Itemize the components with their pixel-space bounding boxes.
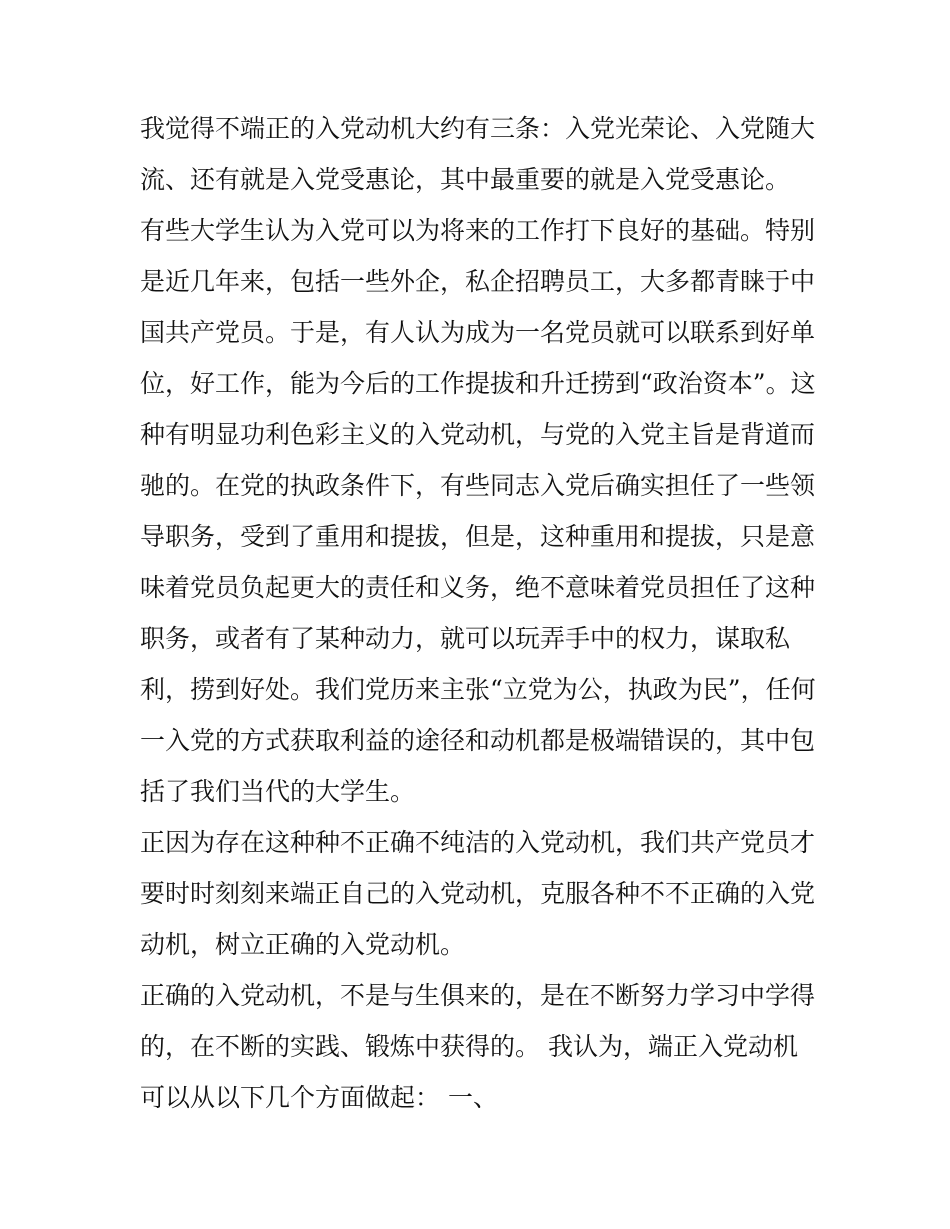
text-line: 正确的入党动机，不是与生俱来的，是在不断努力学习中学得 — [140, 981, 816, 1010]
text-line: 我觉得不端正的入党动机大约有三条：入党光荣论、入党随大 — [140, 114, 816, 143]
text-line: 种有明显功利色彩主义的入党动机，与党的入党主旨是背道而 — [140, 420, 816, 449]
text-line: 动机，树立正确的入党动机。 — [140, 930, 466, 959]
text-line: 括了我们当代的大学生。 — [140, 777, 416, 806]
text-line: 是近几年来，包括一些外企，私企招聘员工，大多都青睐于中 — [140, 267, 816, 296]
body-text — [140, 103, 830, 1123]
text-line: 利，捞到好处。我们党历来主张“立党为公，执政为民”，任何 — [140, 675, 816, 704]
text-line: 有些大学生认为入党可以为将来的工作打下良好的基础。特别 — [140, 216, 816, 245]
text-line: 导职务，受到了重用和提拔，但是，这种重用和提拔，只是意 — [140, 522, 816, 551]
text-line: 国共产党员。于是，有人认为成为一名党员就可以联系到好单 — [140, 318, 816, 347]
text-line: 可以从以下几个方面做起： 一、 — [140, 1083, 498, 1112]
text-line: 要时时刻刻来端正自己的入党动机，克服各种不不正确的入党 — [140, 879, 816, 908]
text-line: 位，好工作，能为今后的工作提拔和升迁捞到“政治资本”。这 — [140, 369, 816, 398]
text-line: 一入党的方式获取利益的途径和动机都是极端错误的，其中包 — [140, 726, 816, 755]
text-line: 职务，或者有了某种动力，就可以玩弄手中的权力，谋取私 — [140, 624, 791, 653]
text-line: 正因为存在这种种不正确不纯洁的入党动机，我们共产党员才 — [140, 828, 816, 857]
text-line: 驰的。在党的执政条件下，有些同志入党后确实担任了一些领 — [140, 471, 816, 500]
text-line: 的，在不断的实践、锻炼中获得的。 我认为，端正入党动机 — [140, 1032, 798, 1061]
text-line: 流、还有就是入党受惠论，其中最重要的就是入党受惠论。 — [140, 165, 791, 194]
text-line: 味着党员负起更大的责任和义务，绝不意味着党员担任了这种 — [140, 573, 816, 602]
